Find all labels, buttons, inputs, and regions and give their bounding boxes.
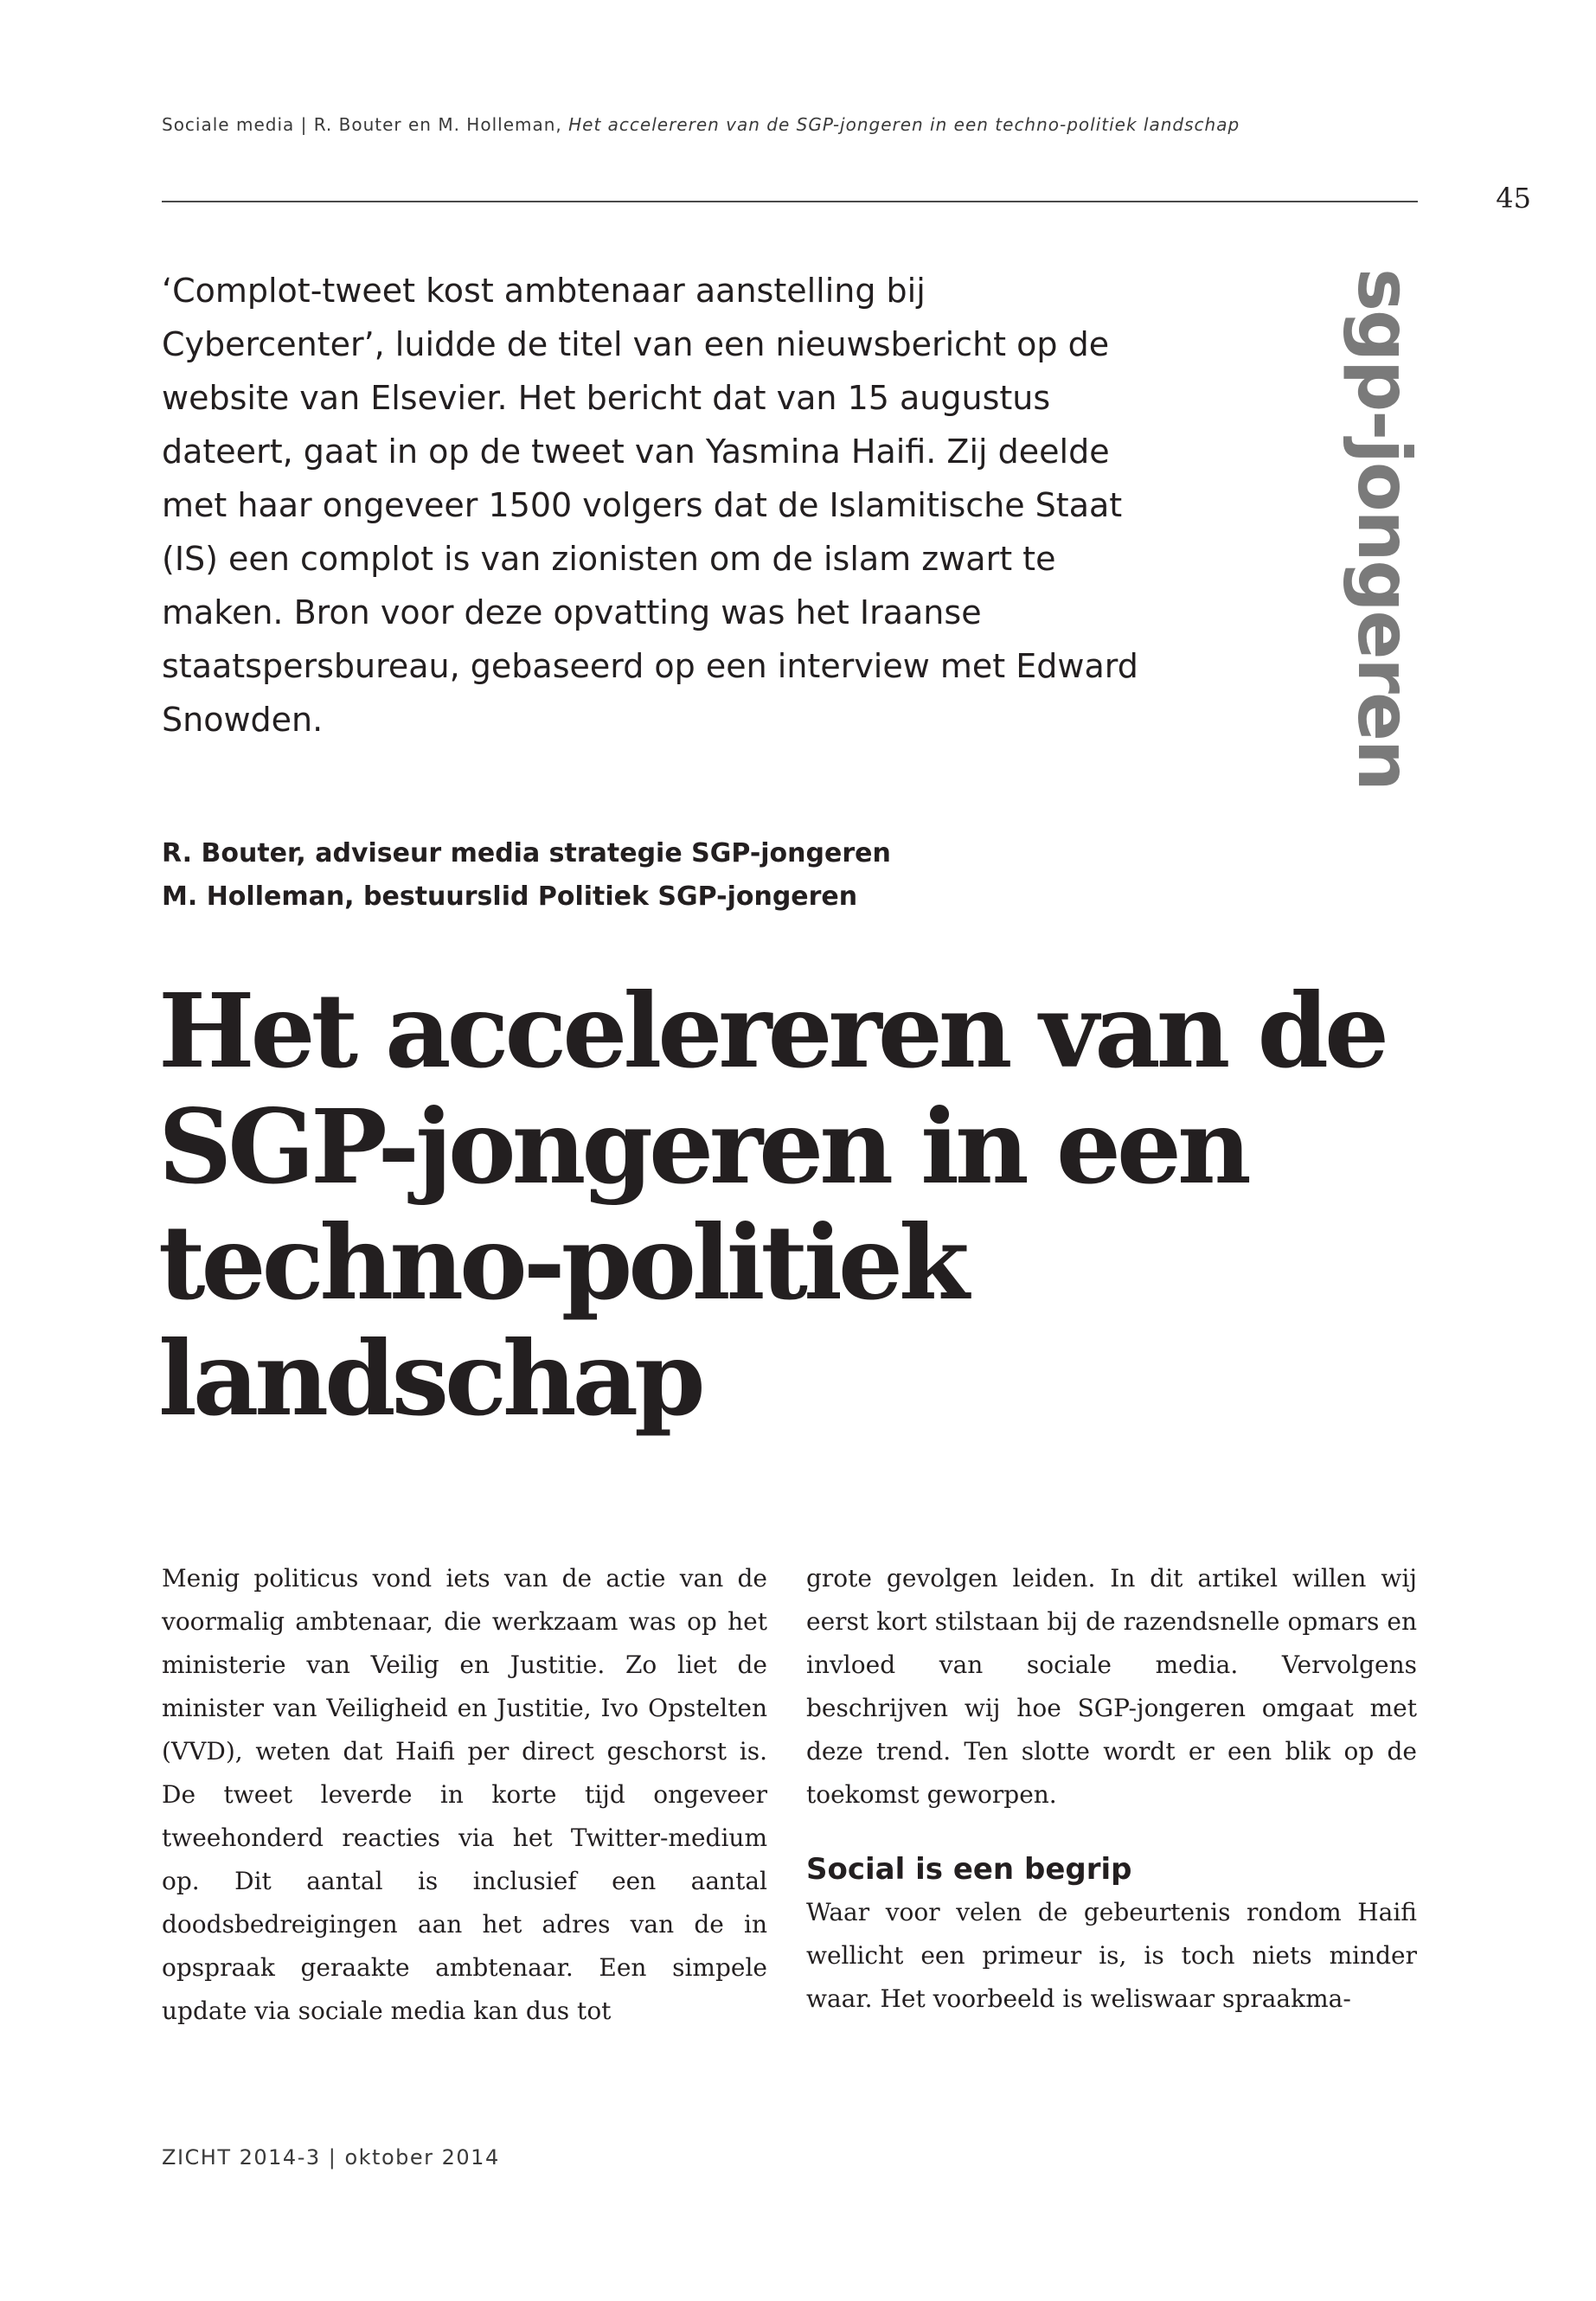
page-footer: ZICHT 2014-3 | oktober 2014 (162, 2145, 500, 2170)
body-paragraph-left: Menig politicus vond iets van de actie van de voormalig ambtenaar, die werkzaam was op het ministerie van Veilig en Justitie. Zo liet de minister van Veiligheid en Justitie, Ivo Opstelten (VVD), weten dat Haifi per direct geschorst is. De tweet leverde in korte tijd ongeveer tweehonderd reacties via het Twitter-medium op. Dit aantal is inclusief een aantal doodsbedreigingen aan het adres van de in opspraak geraakte ambtenaar. Een simpele update via sociale media kan dus tot (162, 1564, 767, 2025)
running-head-section: Sociale media (162, 114, 295, 135)
running-head-article-title: Het accelereren van de SGP-jongeren in een techno-politiek landschap (568, 114, 1240, 135)
running-head-separator: | (300, 114, 308, 135)
header-rule (162, 201, 1418, 202)
body-column-left (162, 1557, 767, 2033)
page-number: 45 (1496, 182, 1531, 215)
body-paragraph-right-intro: grote gevolgen leiden. In dit artikel willen wij eerst kort stilstaan bij de razendsnelle opmars en invloed van sociale media. Vervolgens beschrijven wij hoe SGP-jongeren omgaat met deze trend. Ten slotte wordt er een blik op de toekomst geworpen. (806, 1564, 1417, 1809)
side-section-label: sgp-jongeren (1342, 268, 1426, 790)
author-credits (162, 832, 1200, 919)
author-line-1: R. Bouter, adviseur media strategie SGP-jongeren (162, 838, 891, 868)
running-head (162, 114, 1416, 135)
intro-paragraph: ‘Complot-tweet kost ambtenaar aanstelling bij Cybercenter’, luidde de titel van een nieuwsbericht op de website van Elsevier. Het bericht dat van 15 augustus dateert, gaat in op de tweet van Yasmina Haifi. Zij deelde met haar ongeveer 1500 volgers dat de Islamitische Staat (IS) een complot is van zionisten om de islam zwart te maken. Bron voor deze opvatting was het Iraanse staatspersbureau, gebaseerd op een interview met Edward Snowden. (162, 272, 1138, 739)
running-head-authors: R. Bouter en M. Holleman, (313, 114, 562, 135)
body-paragraph-right-continued: Waar voor velen de gebeurtenis rondom Haifi wellicht een primeur is, is toch niets minder waar. Het voorbeeld is weliswaar spraakma- (806, 1898, 1417, 2013)
body-column-right (806, 1557, 1417, 2021)
section-subheading: Social is een begrip (806, 1852, 1132, 1887)
article-title: Het accelereren van de SGP-jongeren in een techno-politiek landschap (158, 971, 1386, 1439)
author-line-2: M. Holleman, bestuurslid Politiek SGP-jongeren (162, 881, 858, 912)
